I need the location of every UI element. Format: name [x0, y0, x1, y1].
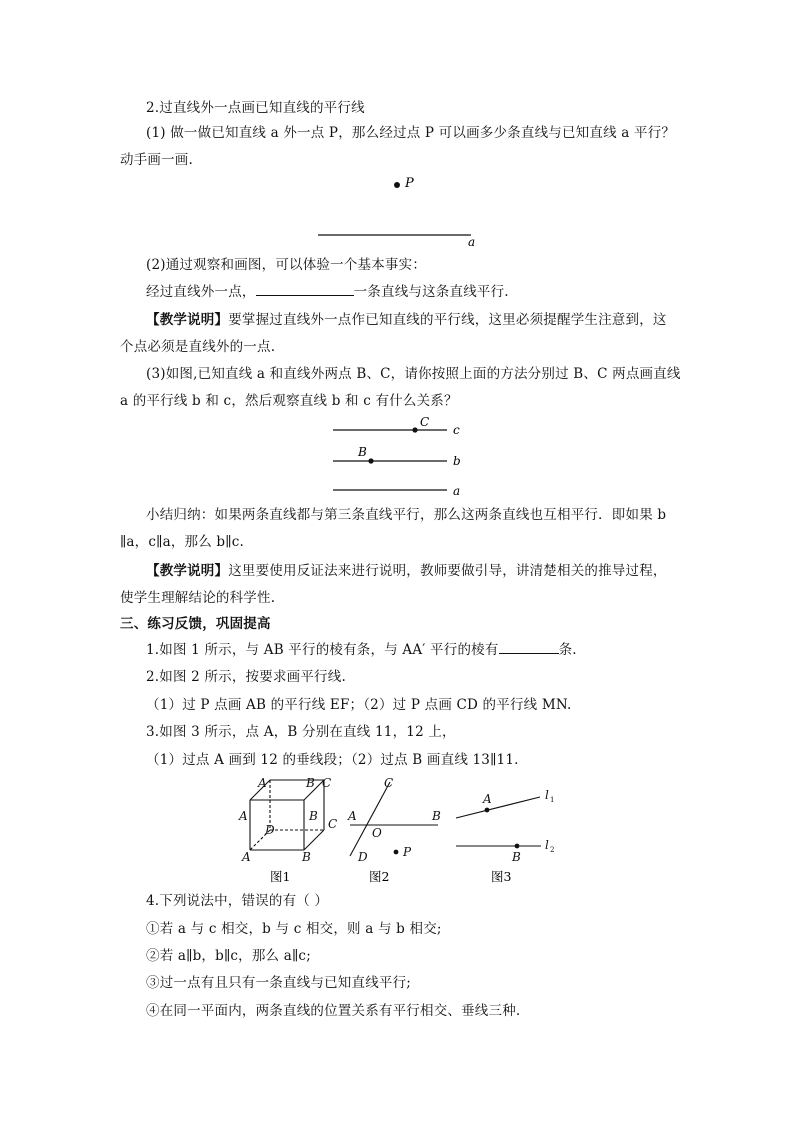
fact-prefix: 经过直线外一点， [146, 284, 256, 300]
exercise2: 2.如图 2 所示，按要求画平行线. [146, 669, 346, 685]
fig2-label-C: C [384, 776, 394, 790]
cube-label-A-bot: A [242, 850, 251, 864]
teaching-note-text: 要掌握过直线外一点作已知直线的平行线，这里必须提醒学生注意到，这 [228, 312, 667, 328]
fig2-label-P: P [403, 845, 412, 859]
exercise3-sub: （1）过点 A 画到 12 的垂线段；（2）过点 B 画直线 13∥11. [146, 752, 519, 768]
section2-title: 2.过直线外一点画已知直线的平行线 [146, 100, 365, 116]
fig2-label-O: O [372, 826, 382, 840]
question3-line1: (3)如图,已知直线 a 和直线外两点 B、C，请你按照上面的方法分别过 B、C 两点画直线 [146, 366, 681, 382]
fact-suffix: 一条直线与这条直线平行. [353, 284, 509, 300]
summary-line2: ∥a，c∥a，那么 b∥c. [120, 534, 244, 550]
cube-label-D: D [265, 823, 275, 837]
exercise4: 4.下列说法中，错误的有（ ） [146, 893, 329, 909]
teaching-note-text: 这里要使用反证法来进行说明，教师要做引导，讲清楚相关的推导过程， [228, 563, 667, 579]
cube-label-B-top: B [306, 776, 315, 790]
cube-label-C-top: C [322, 776, 332, 790]
question2-intro: (2)通过观察和画图，可以体验一个基本事实： [146, 257, 427, 273]
point-p-label: P [405, 176, 414, 191]
figure2-intersecting-lines [350, 782, 438, 856]
exercise1-suffix: 条. [558, 642, 577, 658]
figure2-point-p [394, 850, 399, 855]
cube-label-A-top: A [258, 776, 267, 790]
figure3-lines [456, 797, 541, 846]
figure3-point-b [515, 844, 520, 849]
question1-line2: 动手画一画. [120, 152, 193, 168]
fig2-label-B: B [432, 809, 441, 823]
teaching-note-tag: 【教学说明】 [146, 563, 229, 579]
option-1: ①若 a 与 c 相交，b 与 c 相交，则 a 与 b 相交; [146, 921, 442, 937]
point-c-label: C [420, 415, 430, 429]
teaching-note-1-cont: 个点必须是直线外的一点. [120, 339, 276, 355]
question3-line2: a 的平行线 b 和 c，然后观察直线 b 和 c 有什么关系？ [120, 393, 458, 409]
option-4: ④在同一平面内，两条直线的位置关系有平行相交、垂线三种. [146, 1003, 521, 1019]
section3-heading: 三、练习反馈，巩固提高 [120, 616, 271, 632]
point-b-label: B [358, 445, 367, 459]
option-2: ②若 a∥b，b∥c，那么 a∥c; [146, 948, 311, 964]
figure3-point-a [485, 808, 490, 813]
teaching-note-tag: 【教学说明】 [146, 312, 229, 328]
line-a2-label: a [453, 484, 461, 498]
exercise3: 3.如图 3 所示，点 A，B 分别在直线 11，12 上， [146, 724, 456, 740]
fig3-label-l1-sub: 1 [550, 796, 555, 804]
line-a-label: a [468, 235, 476, 249]
exercise2-sub: （1）过 P 点画 AB 的平行线 EF；（2）过 P 点画 CD 的平行线 MN. [146, 697, 572, 713]
teaching-note-2-cont: 使学生理解结论的科学性. [120, 590, 276, 606]
cube-label-B-mid: B [309, 809, 318, 823]
fig2-label-D: D [358, 850, 368, 864]
question1-line1: (1) 做一做已知直线 a 外一点 P，那么经过点 P 可以画多少条直线与已知直线 a 平行？ [146, 125, 676, 141]
fig3-label-A: A [483, 792, 492, 806]
summary-line1: 小结归纳：如果两条直线都与第三条直线平行，那么这两条直线也互相平行．即如果 b [146, 507, 667, 523]
line-b-label: b [453, 454, 461, 468]
figure3-caption: 图3 [491, 869, 512, 884]
fig3-label-l2-sub: 2 [550, 846, 555, 854]
exercise1-text: 1.如图 1 所示，与 AB 平行的棱有条，与 AA′ 平行的棱有 [146, 642, 499, 658]
cube-label-A-mid: A [239, 809, 248, 823]
fig3-label-B: B [512, 850, 521, 864]
fig3-label-l2: l [545, 838, 549, 852]
option-3: ③过一点有且只有一条直线与已知直线平行; [146, 975, 412, 991]
fig3-label-l1: l [545, 788, 549, 802]
cube-label-C-mid: C [328, 817, 338, 831]
line-c-label: c [453, 423, 460, 437]
figure2-caption: 图2 [369, 869, 390, 884]
cube-label-B-bot: B [302, 850, 311, 864]
figure1-caption: 图1 [270, 869, 291, 884]
fig2-label-A: A [348, 809, 357, 823]
